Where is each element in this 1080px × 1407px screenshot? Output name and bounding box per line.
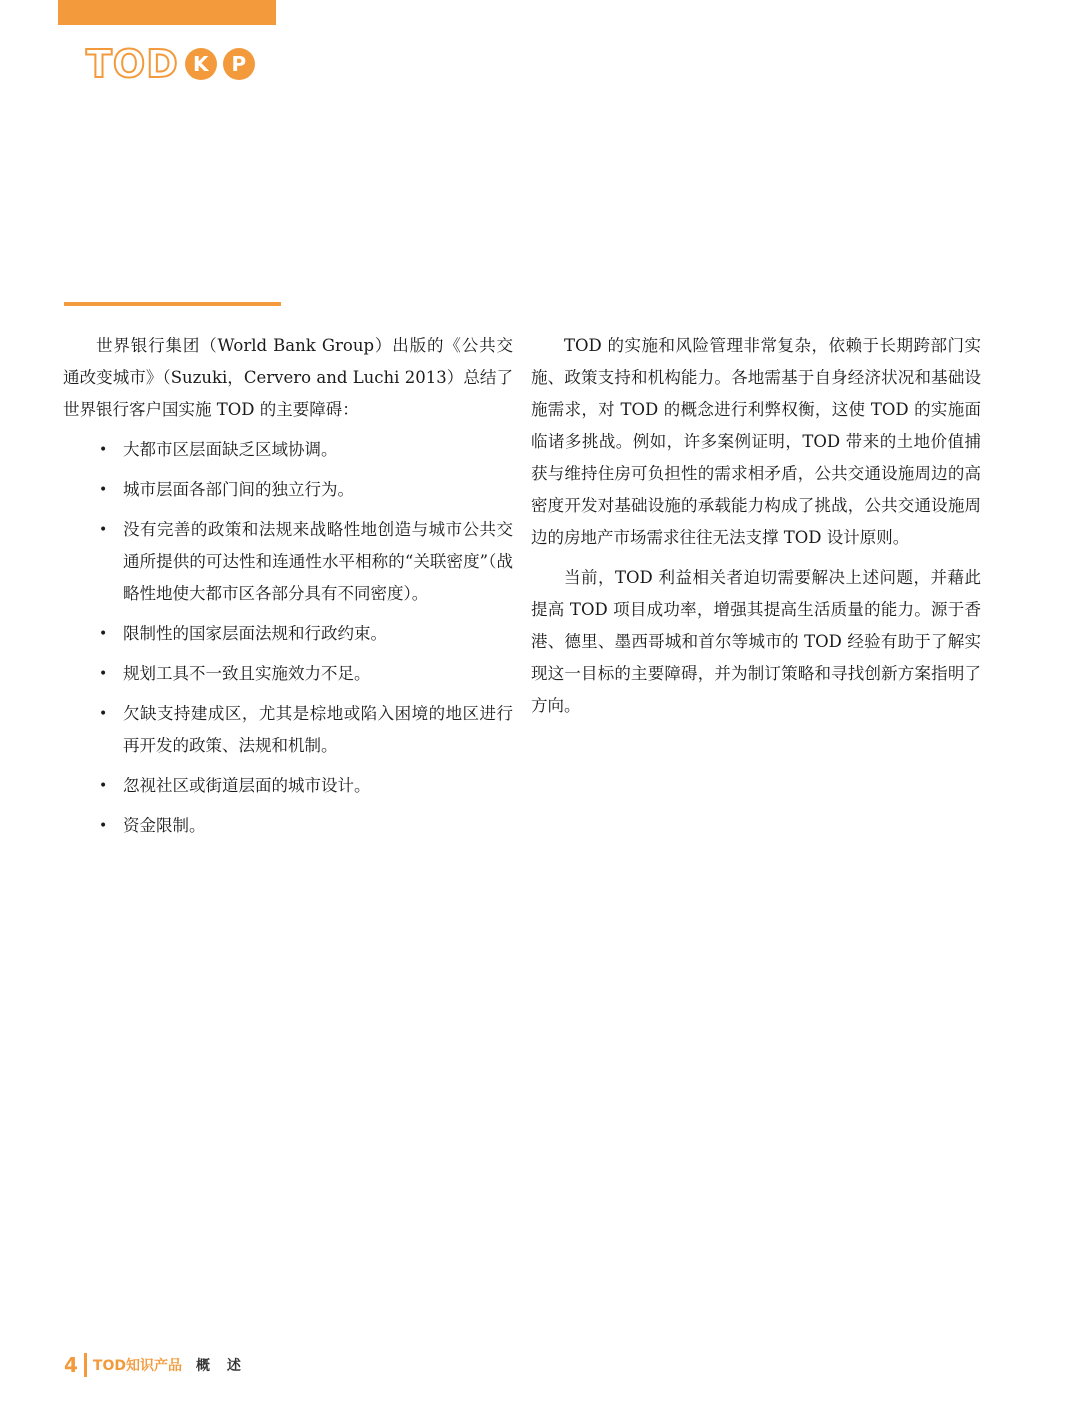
footer-divider <box>84 1353 87 1377</box>
body-paragraph: TOD 的实施和风险管理非常复杂，依赖于长期跨部门实施、政策支持和机构能力。各地需基于自身经济状况和基础设施需求，对 TOD 的概念进行利弊权衡，这使 TOD 的实施面临诸多挑战。例如，许多案例证明，TOD 带来的土地价值捕获与维持住房可负担性的需求相矛盾，公共交通设施周边的高密度开发对基础设施的承载能力构成了挑战，公共交通设施周边的房地产市场需求往往无法支撑 TOD 设计原则。 <box>531 336 981 547</box>
logo-badge-k: K <box>185 48 217 80</box>
intro-paragraph: 世界银行集团（World Bank Group）出版的《公共交通改变城市》（Suzuki，Cervero and Luchi 2013）总结了世界银行客户国实施 TOD 的主要障碍： <box>63 336 513 419</box>
list-item: • 规划工具不一致且实施效力不足。 <box>63 658 513 690</box>
tod-kp-logo <box>86 44 255 84</box>
body-paragraph: 当前，TOD 利益相关者迫切需要解决上述问题，并藉此提高 TOD 项目成功率，增强其提高生活质量的能力。源于香港、德里、墨西哥城和首尔等城市的 TOD 经验有助于了解实现这一目标的主要障碍，并为制订策略和寻找创新方案指明了方向。 <box>531 568 981 715</box>
list-item: • 城市层面各部门间的独立行为。 <box>63 474 513 506</box>
section-name: 概 述 <box>196 1358 247 1374</box>
right-column <box>531 330 981 730</box>
page-number: 4 <box>64 1353 78 1377</box>
list-item: • 欠缺支持建成区，尤其是棕地或陷入困境的地区进行再开发的政策、法规和机制。 <box>63 698 513 762</box>
list-item: • 忽视社区或街道层面的城市设计。 <box>63 770 513 802</box>
list-item: • 没有完善的政策和法规来战略性地创造与城市公共交通所提供的可达性和连通性水平相称的“关联密度”（战略性地使大都市区各部分具有不同密度）。 <box>63 514 513 610</box>
logo-text: TOD <box>86 42 179 86</box>
left-column <box>63 330 513 850</box>
obstacle-list <box>63 434 513 842</box>
list-item: • 限制性的国家层面法规和行政约束。 <box>63 618 513 650</box>
list-item: • 大都市区层面缺乏区域协调。 <box>63 434 513 466</box>
list-item: • 资金限制。 <box>63 810 513 842</box>
logo-badge-p: P <box>223 48 255 80</box>
top-accent-bar <box>58 0 276 25</box>
page-footer <box>64 1353 247 1377</box>
publication-name: TOD知识产品 <box>92 1358 182 1374</box>
section-divider <box>64 302 281 306</box>
